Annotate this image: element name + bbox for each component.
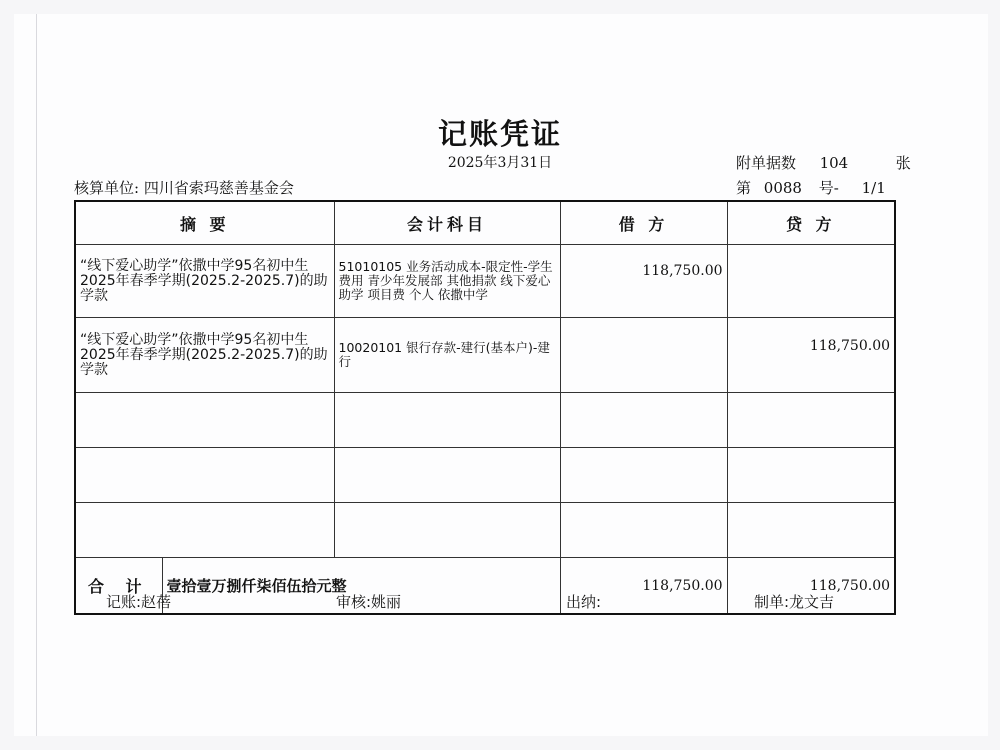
header-account: 会计科目 xyxy=(334,201,560,245)
voucher-title: 记账凭证 xyxy=(437,117,562,151)
attachments-unit: 张 xyxy=(895,154,911,172)
preparer: 制单:龙文吉 xyxy=(754,593,835,611)
voucher-number-line xyxy=(736,177,886,198)
total-amount-words: 壹拾壹万捌仟柒佰伍拾元整 xyxy=(162,558,560,615)
unit-label: 核算单位: xyxy=(74,179,140,197)
empty-row xyxy=(75,503,895,558)
header-summary: 摘 要 xyxy=(75,201,334,245)
header-row xyxy=(75,201,895,245)
voucher-page: 1/1 xyxy=(861,179,886,197)
voucher-suffix: 号- xyxy=(818,179,839,197)
total-label: 合 计 xyxy=(75,558,162,615)
row-account: 51010105 业务活动成本-限定性-学生费用 青少年发展部 其他捐款 线下爱心助学 项目费 个人 依撒中学 xyxy=(334,245,560,318)
unit-name: 四川省索玛慈善基金会 xyxy=(143,179,294,197)
accounting-unit xyxy=(74,177,294,198)
row-debit: 118,750.00 xyxy=(560,245,727,318)
reviewer: 审核:姚丽 xyxy=(336,593,402,611)
total-debit: 118,750.00 xyxy=(560,558,727,615)
empty-row xyxy=(75,448,895,503)
row-debit xyxy=(560,318,727,393)
bookkeeper: 记账:赵蓓 xyxy=(106,593,172,611)
attachments-count: 104 xyxy=(819,154,849,172)
voucher-date: 2025年3月31日 xyxy=(447,155,553,171)
row-credit: 118,750.00 xyxy=(727,318,895,393)
voucher-number: 0088 xyxy=(763,179,802,197)
row-account: 10020101 银行存款-建行(基本户)-建行 xyxy=(334,318,560,393)
total-credit: 118,750.00 xyxy=(727,558,895,615)
table-row xyxy=(75,318,895,393)
empty-row xyxy=(75,393,895,448)
attachments-label: 附单据数 xyxy=(736,154,797,172)
table-row xyxy=(75,245,895,318)
header-credit: 贷 方 xyxy=(727,201,895,245)
voucher-prefix: 第 xyxy=(736,179,752,197)
header-debit: 借 方 xyxy=(560,201,727,245)
row-summary: “线下爱心助学”依撒中学95名初中生2025年春季学期(2025.2-2025.7)的助学款 xyxy=(75,318,334,393)
row-credit xyxy=(727,245,895,318)
row-summary: “线下爱心助学”依撒中学95名初中生2025年春季学期(2025.2-2025.7)的助学款 xyxy=(75,245,334,318)
voucher-table xyxy=(74,200,896,615)
attachments-info xyxy=(736,152,911,173)
cashier: 出纳: xyxy=(566,593,602,611)
